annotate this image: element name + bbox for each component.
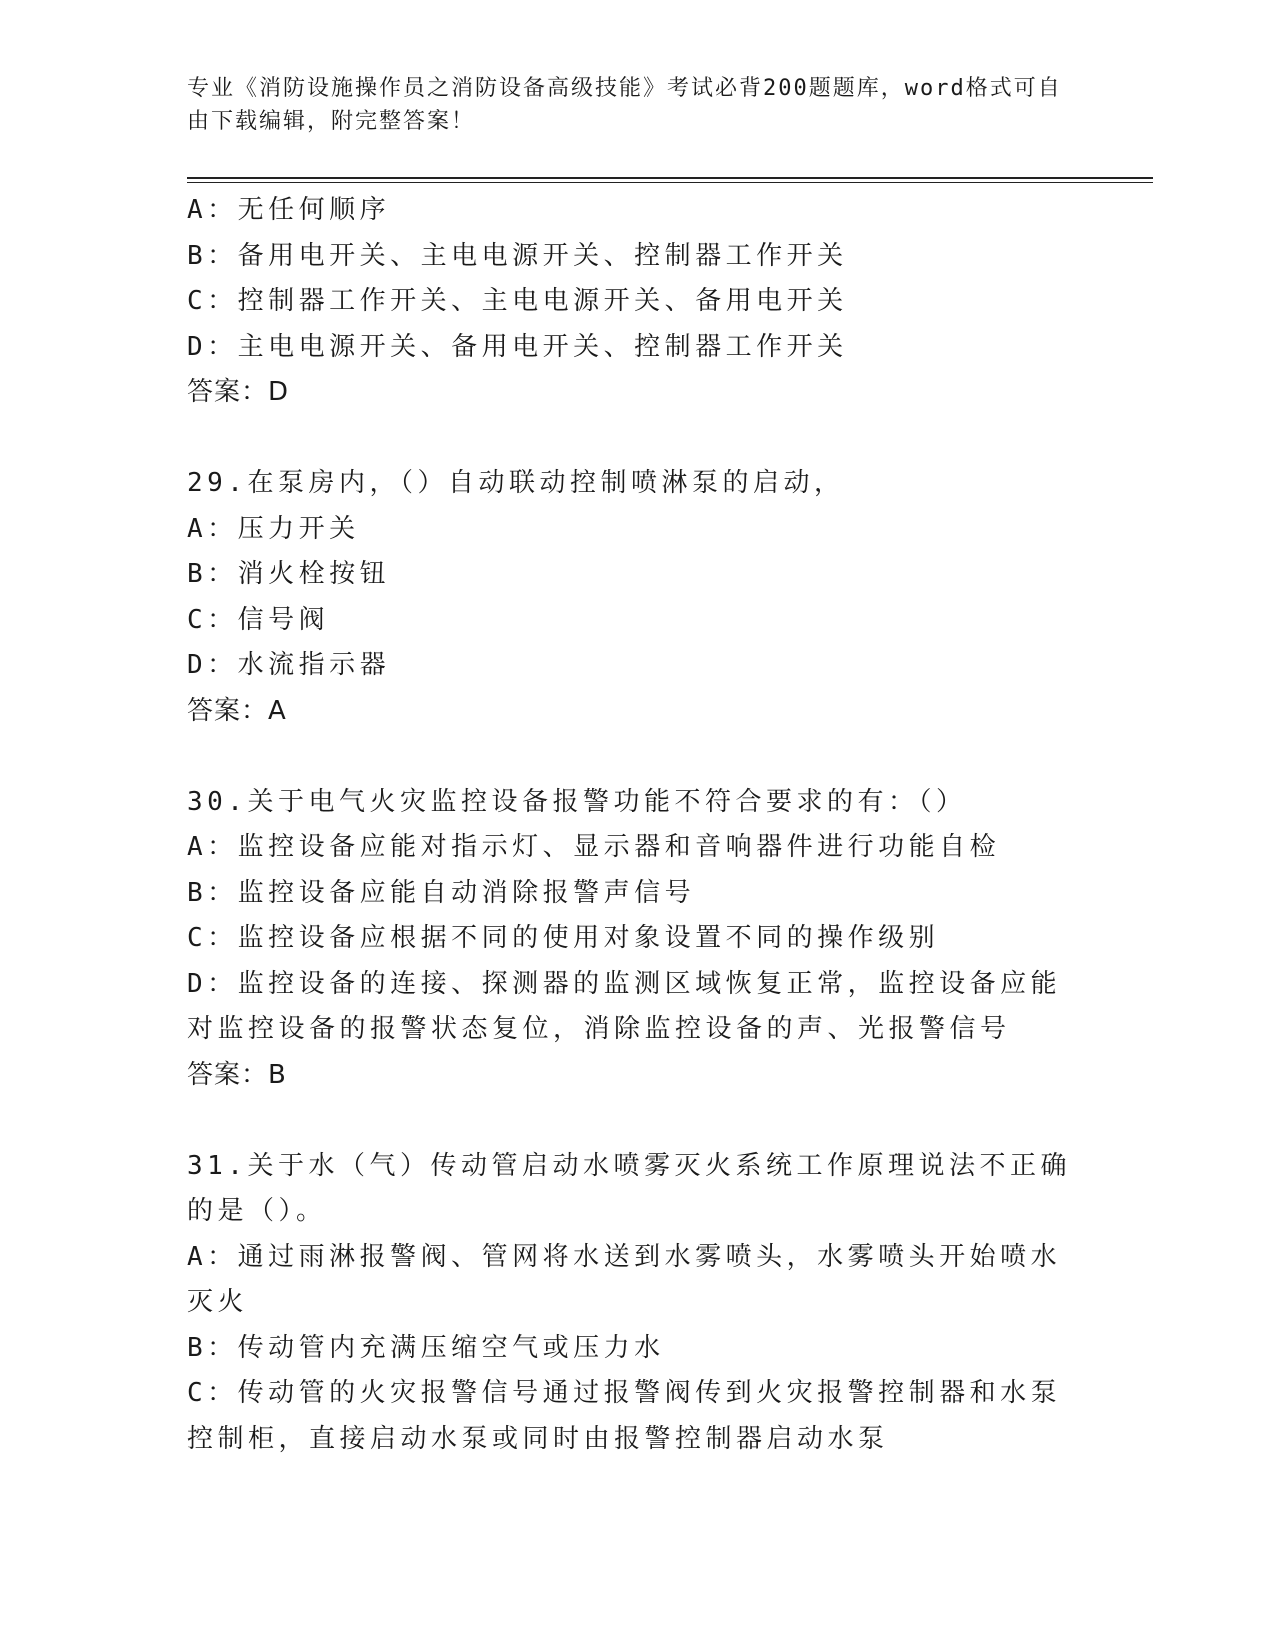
spacer [187, 1098, 1077, 1144]
question-text: 29.在泵房内，（）自动联动控制喷淋泵的启动， [187, 468, 845, 498]
question-list [187, 188, 1077, 1462]
option-d: D：水流指示器 [187, 650, 391, 680]
option-c: C：信号阀 [187, 604, 330, 635]
answer-line: 答案：B [187, 1059, 287, 1090]
option-a: A：无任何顺序 [187, 195, 391, 225]
question-31 [187, 1144, 1077, 1463]
option-d: D：监控设备的连接、探测器的监测区域恢复正常，监控设备应能对监控设备的报警状态复位，消除监控设备的声、光报警信号 [187, 968, 1062, 1044]
question-30 [187, 780, 1077, 1099]
answer-line: 答案：D [187, 377, 290, 407]
header-divider-thick [187, 177, 1153, 179]
question-text: 30.关于电气火灾监控设备报警功能不符合要求的有：（） [187, 786, 967, 817]
answer-line: 答案：A [187, 695, 287, 726]
option-b: B：备用电开关、主电电源开关、控制器工作开关 [187, 240, 848, 271]
option-c: C：控制器工作开关、主电电源开关、备用电开关 [187, 286, 848, 316]
option-b: B：消火栓按钮 [187, 559, 391, 589]
spacer [187, 734, 1077, 780]
document-header: 专业《消防设施操作员之消防设备高级技能》考试必背200题题库，word格式可自由下载编辑，附完整答案！ [187, 76, 1062, 134]
option-c: C：传动管的火灾报警信号通过报警阀传到火灾报警控制器和水泵控制柜，直接启动水泵或同时由报警控制器启动水泵 [187, 1378, 1062, 1454]
option-b: B：传动管内充满压缩空气或压力水 [187, 1332, 665, 1363]
option-c: C：监控设备应根据不同的使用对象设置不同的操作级别 [187, 923, 940, 953]
header-divider-thin [187, 182, 1153, 183]
question-text: 31.关于水（气）传动管启动水喷雾灭火系统工作原理说法不正确的是（）。 [187, 1150, 1071, 1226]
option-b: B：监控设备应能自动消除报警声信号 [187, 877, 696, 908]
question-29 [187, 461, 1077, 734]
option-d: D：主电电源开关、备用电开关、控制器工作开关 [187, 331, 848, 362]
option-a: A：监控设备应能对指示灯、显示器和音响器件进行功能自检 [187, 832, 1001, 862]
option-a: A：压力开关 [187, 513, 360, 544]
question-28 [187, 188, 1077, 416]
spacer [187, 416, 1077, 462]
option-a: A：通过雨淋报警阀、管网将水送到水雾喷头，水雾喷头开始喷水灭火 [187, 1241, 1062, 1317]
